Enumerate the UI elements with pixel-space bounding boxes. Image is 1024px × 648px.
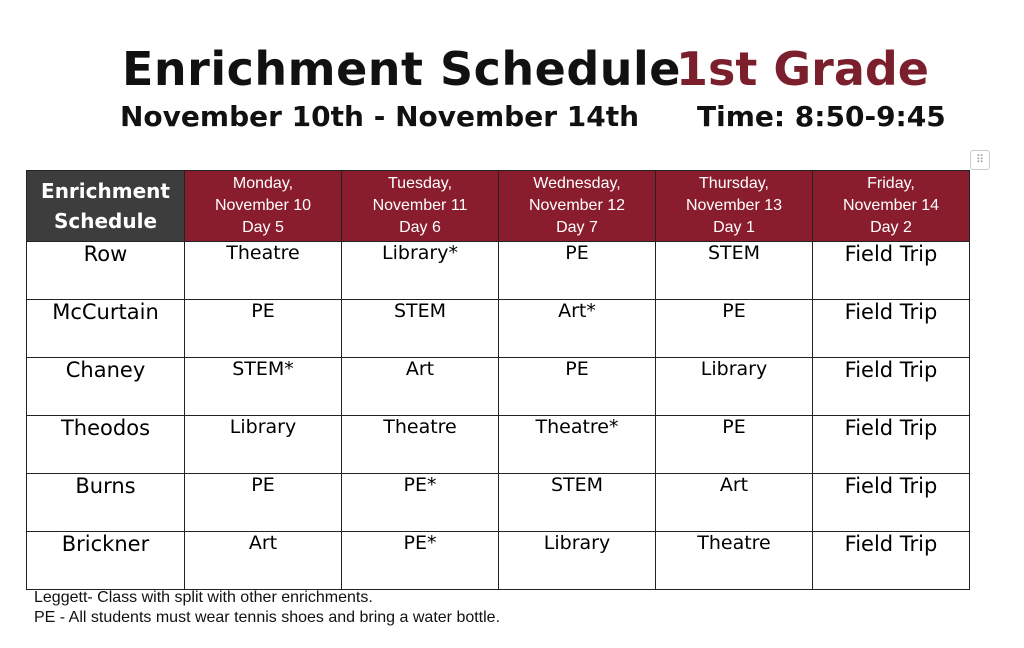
table-cell: STEM	[342, 300, 499, 358]
table-cell: Theatre	[185, 242, 342, 300]
day-name: Tuesday,	[387, 175, 453, 192]
day-header-wednesday	[499, 171, 656, 242]
day-name: Wednesday,	[533, 175, 621, 192]
day-name: Friday,	[867, 175, 915, 192]
footnote-pe: PE - All students must wear tennis shoes and bring a water bottle.	[34, 609, 501, 626]
day-date: November 14	[842, 197, 940, 214]
table-cell: PE	[499, 242, 656, 300]
table-cell: PE	[185, 474, 342, 532]
day-number: Day 7	[556, 219, 598, 236]
footnote-leggett: Leggett- Class with split with other enrichments.	[34, 589, 373, 606]
table-row	[27, 242, 970, 300]
corner-header	[27, 171, 185, 242]
table-row	[27, 532, 970, 590]
table-cell: Art	[656, 474, 813, 532]
table-cell: PE	[499, 358, 656, 416]
table-cell: Library	[499, 532, 656, 590]
day-date: November 13	[685, 197, 783, 214]
grade-label: 1st Grade	[676, 42, 929, 96]
day-name: Monday,	[232, 175, 294, 192]
table-cell: Field Trip	[813, 416, 970, 474]
table-cell: Art	[185, 532, 342, 590]
table-cell: Theatre	[656, 532, 813, 590]
table-cell: STEM	[499, 474, 656, 532]
table-cell: PE*	[342, 474, 499, 532]
day-number: Day 1	[713, 219, 755, 236]
schedule-table	[26, 170, 970, 590]
table-cell: PE	[185, 300, 342, 358]
day-number: Day 6	[399, 219, 441, 236]
day-header-thursday	[656, 171, 813, 242]
day-date: November 12	[528, 197, 626, 214]
table-cell: Field Trip	[813, 474, 970, 532]
teacher-name: Chaney	[27, 358, 185, 416]
day-header-monday	[185, 171, 342, 242]
teacher-name: Row	[27, 242, 185, 300]
day-number: Day 5	[242, 219, 284, 236]
table-cell: PE	[656, 416, 813, 474]
table-cell: PE	[656, 300, 813, 358]
day-number: Day 2	[870, 219, 912, 236]
table-cell: Library*	[342, 242, 499, 300]
day-date: November 11	[372, 197, 468, 214]
table-cell: Art	[342, 358, 499, 416]
grip-icon[interactable]: ⠿	[970, 150, 990, 170]
table-cell: Art*	[499, 300, 656, 358]
date-range: November 10th - November 14th	[120, 100, 640, 133]
corner-line-2: Schedule	[53, 209, 158, 233]
teacher-name: Burns	[27, 474, 185, 532]
table-cell: Theatre*	[499, 416, 656, 474]
table-cell: Library	[185, 416, 342, 474]
table-cell: Library	[656, 358, 813, 416]
corner-line-1: Enrichment	[41, 179, 170, 203]
teacher-name: Theodos	[27, 416, 185, 474]
day-header-friday	[813, 171, 970, 242]
table-cell: Field Trip	[813, 242, 970, 300]
day-header-tuesday	[342, 171, 499, 242]
table-cell: Theatre	[342, 416, 499, 474]
teacher-name: Brickner	[27, 532, 185, 590]
table-cell: Field Trip	[813, 300, 970, 358]
table-cell: Field Trip	[813, 358, 970, 416]
table-row	[27, 416, 970, 474]
table-cell: STEM*	[185, 358, 342, 416]
day-date: November 10	[214, 197, 312, 214]
table-row	[27, 474, 970, 532]
table-cell: Field Trip	[813, 532, 970, 590]
day-name: Thursday,	[699, 175, 769, 192]
table-row	[27, 358, 970, 416]
teacher-name: McCurtain	[27, 300, 185, 358]
header-row	[27, 171, 970, 242]
page-title: Enrichment Schedule	[122, 42, 682, 96]
time-range: Time: 8:50-9:45	[697, 100, 946, 133]
table-cell: STEM	[656, 242, 813, 300]
table-row	[27, 300, 970, 358]
table-cell: PE*	[342, 532, 499, 590]
